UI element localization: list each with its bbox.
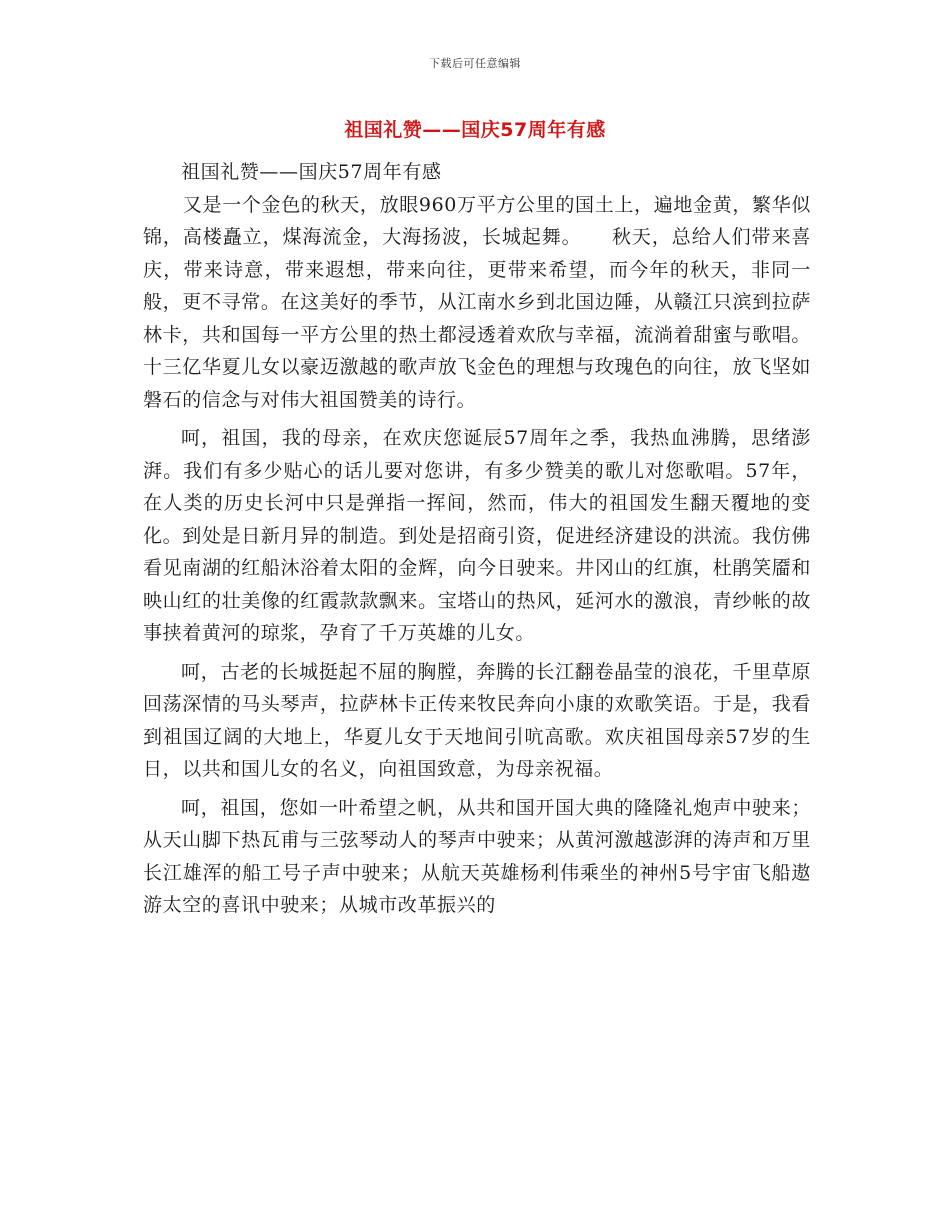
header-note: 下载后可任意编辑 [429, 57, 521, 70]
paragraph-2: 呵，祖国，我的母亲，在欢庆您诞辰57周年之季，我热血沸腾，思绪澎湃。我们有多少贴心的话儿要对您讲，有多少赞美的歌儿对您歌唱。57年，在人类的历史长河中只是弹指一挥间，然而，伟大的祖国发生翻天覆地的变化。到处是日新月异的制造。到处是招商引资，促进经济建设的洪流。我仿佛看见南湖的红船沐浴着太阳的金辉，向今日驶来。井冈山的红旗，杜鹃笑靥和映山红的壮美像的红霞款款飘来。宝塔山的热风，延河水的激浪，青纱帐的故事挟着黄河的琼浆，孕育了千万英雄的儿女。 [143, 427, 811, 644]
document-title: 祖国礼赞——国庆57周年有感 [344, 119, 606, 141]
paragraph-subtitle: 祖国礼赞——国庆57周年有感 [181, 161, 442, 183]
paragraph-4: 呵，祖国，您如一叶希望之帆，从共和国开国大典的隆隆礼炮声中驶来；从天山脚下热瓦甫与三弦琴动人的琴声中驶来；从黄河激越澎湃的涛声和万里长江雄浑的船工号子声中驶来；从航天英雄杨利伟乘坐的神州5号宇宙飞船遨游太空的喜讯中驶来；从城市改革振兴的 [143, 796, 811, 916]
paragraph-1: 又是一个金色的秋天，放眼960万平方公里的国土上，遍地金黄，繁华似锦，高楼矗立，煤海流金，大海扬波，长城起舞。 秋天，总给人们带来喜庆，带来诗意，带来遐想，带来向往，更带来希望，而今年的秋天，非同一般，更不寻常。在这美好的季节，从江南水乡到北国边陲，从赣江只滨到拉萨林卡，共和国每一平方公里的热土都浸透着欢欣与幸福，流淌着甜蜜与歌唱。十三亿华夏儿女以豪迈激越的歌声放飞金色的理想与玫瑰色的向往，放飞坚如磐石的信念与对伟大祖国赞美的诗行。 [143, 193, 811, 411]
paragraph-3: 呵，古老的长城挺起不屈的胸膛，奔腾的长江翻卷晶莹的浪花，千里草原回荡深情的马头琴声，拉萨林卡正传来牧民奔向小康的欢歌笑语。于是，我看到祖国辽阔的大地上，华夏儿女于天地间引吭高歌。欢庆祖国母亲57岁的生日，以共和国儿女的名义，向祖国致意，为母亲祝福。 [143, 660, 811, 780]
document-body [143, 156, 811, 928]
